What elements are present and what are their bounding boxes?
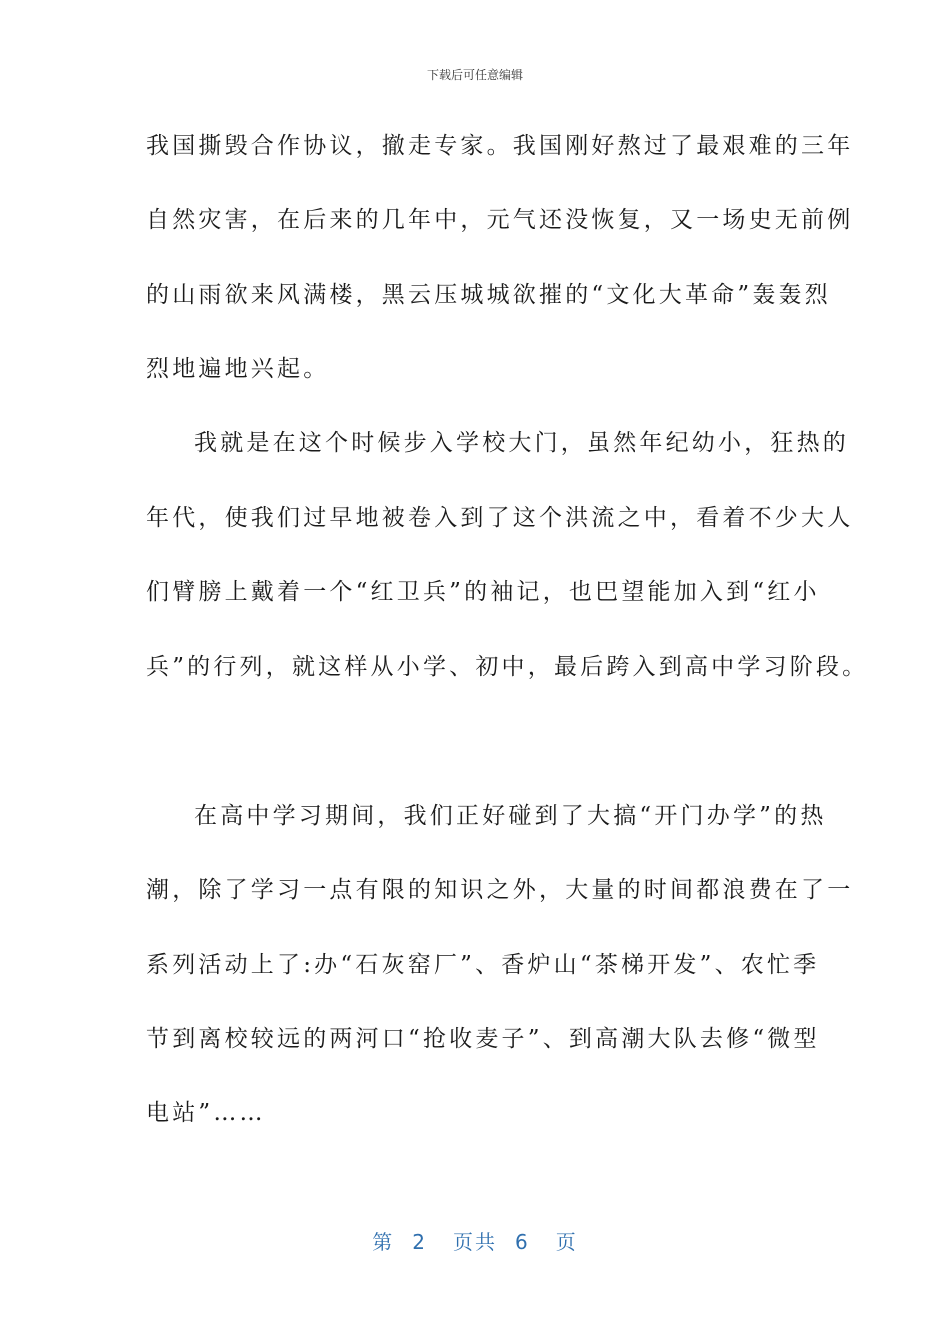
page-footer [0,1226,950,1255]
footer-label-middle: 页共 [453,1230,497,1254]
text-line: 年代，使我们过早地被卷入到了这个洪流之中，看着不少大人 [146,505,854,531]
footer-label-suffix: 页 [555,1230,578,1254]
text-line: 电站”…… [146,1100,266,1126]
text-line: 潮，除了学习一点有限的知识之外，大量的时间都浪费在了一 [146,877,854,903]
total-pages-number: 6 [515,1230,530,1254]
text-line: 我就是在这个时候步入学校大门，虽然年纪幼小，狂热的 [194,430,849,456]
header-note: 下载后可任意编辑 [426,68,523,82]
text-line: 系列活动上了:办“石灰窑厂”、香炉山“茶梯开发”、农忙季 [146,952,820,978]
footer-label-prefix: 第 [372,1230,395,1254]
text-line: 节到离校较远的两河口“抢收麦子”、到高潮大队去修“微型 [146,1026,820,1052]
text-line: 在高中学习期间，我们正好碰到了大搞“开门办学”的热 [194,803,827,829]
text-line: 兵”的行列，就这样从小学、初中，最后跨入到高中学习阶段。 [146,654,869,680]
text-line: 们臂膀上戴着一个“红卫兵”的袖记，也巴望能加入到“红小 [146,579,820,605]
current-page-number: 2 [412,1230,427,1254]
text-line: 我国撕毁合作协议，撤走专家。我国刚好熬过了最艰难的三年 [146,133,854,159]
text-line: 烈地遍地兴起。 [146,356,330,382]
text-line: 自然灾害，在后来的几年中，元气还没恢复，又一场史无前例 [146,207,854,233]
text-line: 的山雨欲来风满楼，黑云压城城欲摧的“文化大革命”轰轰烈 [146,282,831,308]
